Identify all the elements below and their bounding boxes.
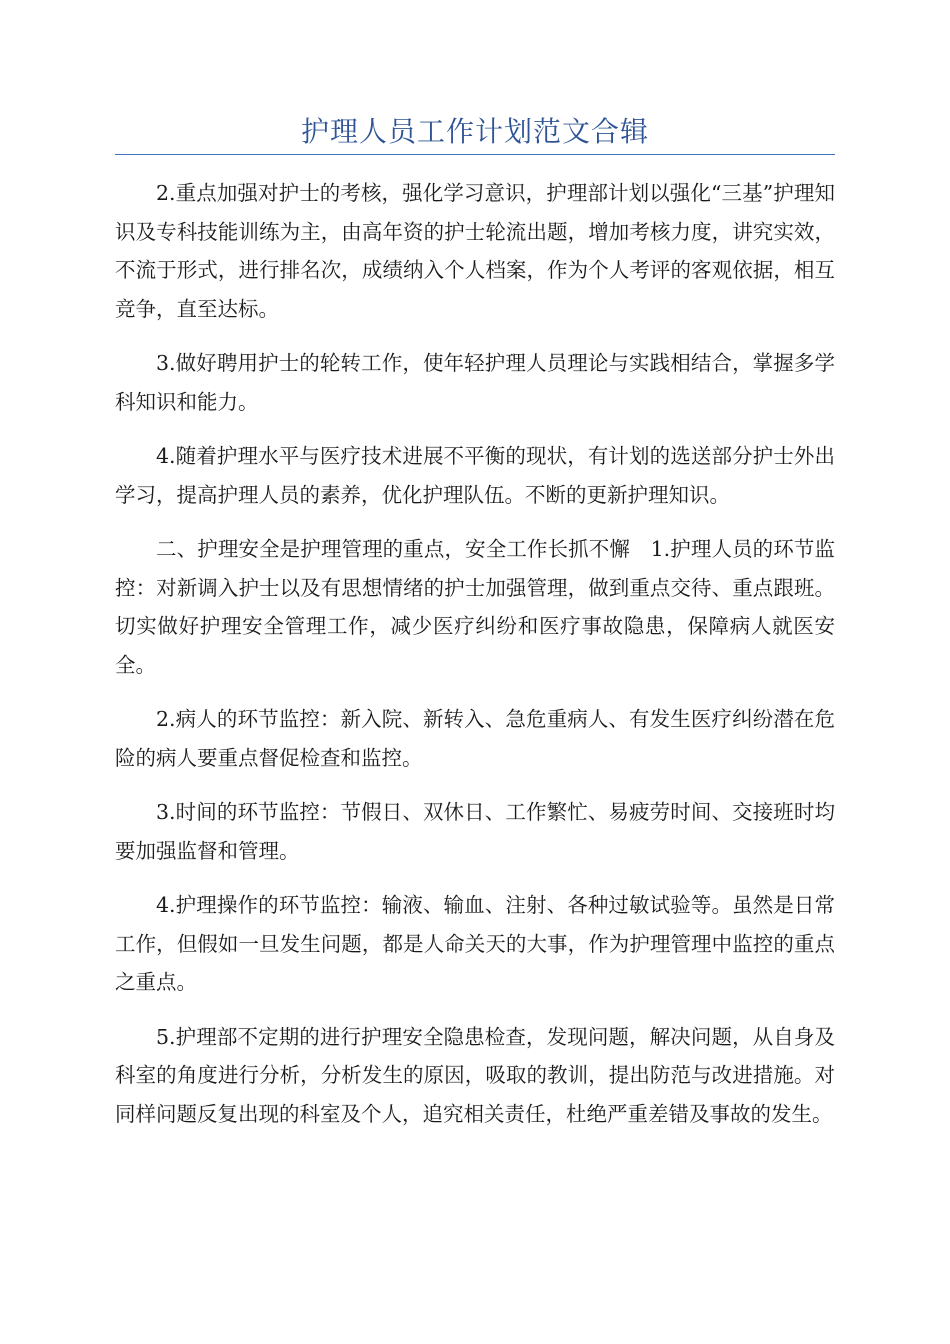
paragraph-3: 4.随着护理水平与医疗技术进展不平衡的现状，有计划的选送部分护士外出学习，提高护理人员的素养，优化护理队伍。不断的更新护理知识。 (115, 444, 835, 507)
page-title: 护理人员工作计划范文合辑 (300, 115, 649, 148)
paragraph-2: 3.做好聘用护士的轮转工作，使年轻护理人员理论与实践相结合，掌握多学科知识和能力。 (115, 351, 835, 414)
paragraph-6: 3.时间的环节监控：节假日、双休日、工作繁忙、易疲劳时间、交接班时均要加强监督和管理。 (115, 800, 835, 863)
title-underline (115, 154, 835, 155)
paragraph-8: 5.护理部不定期的进行护理安全隐患检查，发现问题，解决问题，从自身及科室的角度进行分析，分析发生的原因，吸取的教训，提出防范与改进措施。对同样问题反复出现的科室及个人，追究相关责任，杜绝严重差错及事故的发生。 (115, 1024, 835, 1126)
paragraph-1: 2.重点加强对护士的考核，强化学习意识，护理部计划以强化“三基”护理知识及专科技能训练为主，由高年资的护士轮流出题，增加考核力度，讲究实效，不流于形式，进行排名次，成绩纳入个人档案，作为个人考评的客观依据，相互竞争，直至达标。 (115, 181, 835, 321)
paragraph-4: 二、护理安全是护理管理的重点，安全工作长抓不懈 1.护理人员的环节监控：对新调入护士以及有思想情绪的护士加强管理，做到重点交待、重点跟班。切实做好护理安全管理工作，减少医疗纠纷和医疗事故隐患，保障病人就医安全。 (115, 537, 835, 677)
paragraph-5: 2.病人的环节监控：新入院、新转入、急危重病人、有发生医疗纠纷潜在危险的病人要重点督促检查和监控。 (115, 707, 835, 770)
paragraph-7: 4.护理操作的环节监控：输液、输血、注射、各种过敏试验等。虽然是日常工作，但假如一旦发生问题，都是人命关天的大事，作为护理管理中监控的重点之重点。 (115, 893, 835, 994)
document-body (115, 174, 835, 1149)
